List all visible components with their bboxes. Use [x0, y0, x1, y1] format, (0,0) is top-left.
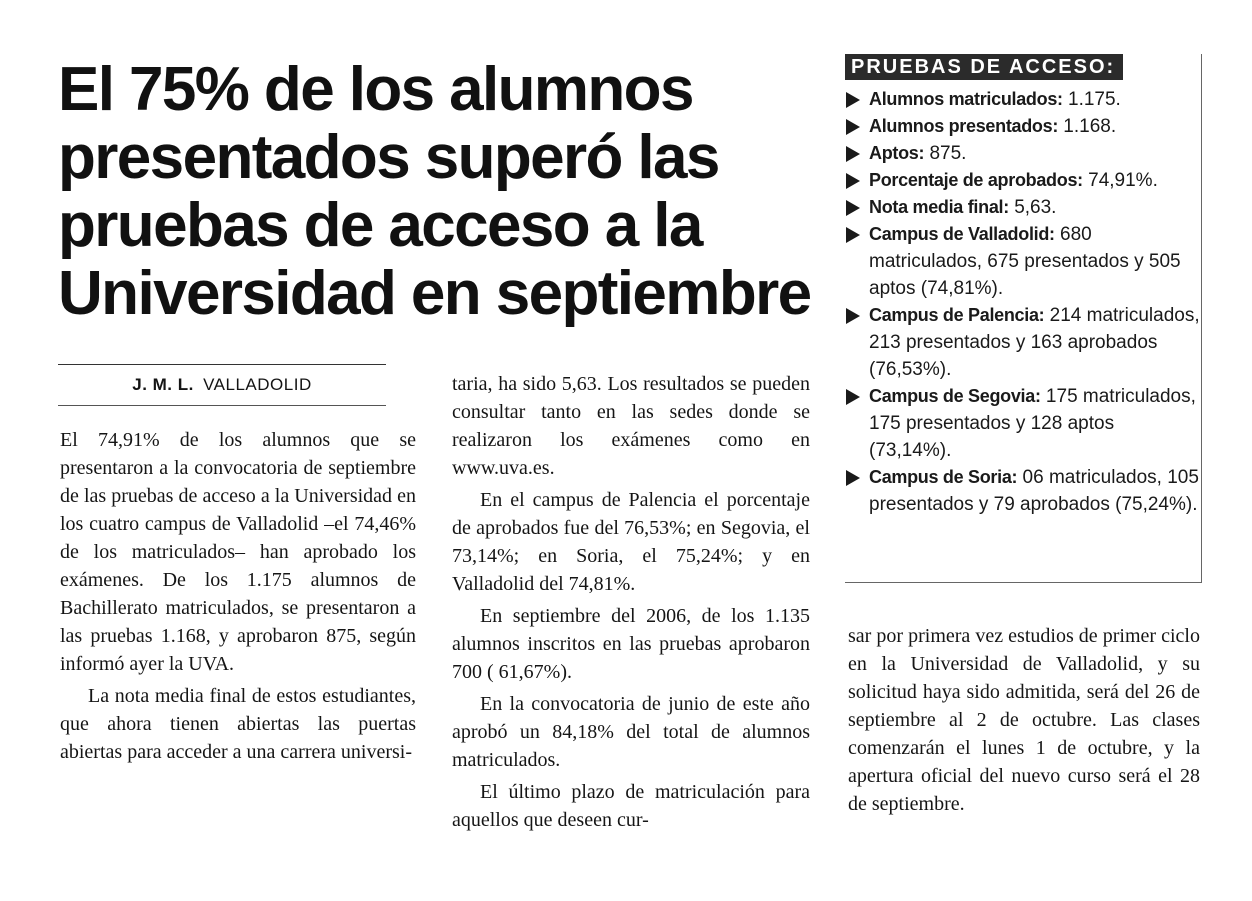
- article-paragraph: El último plazo de matriculación para aquellos que deseen cur-: [452, 781, 810, 831]
- facts-item-value: 214 matriculados, 213 presentados y 163 aprobados (76,53%).: [869, 305, 1200, 380]
- facts-item-value: 5,63.: [1008, 197, 1057, 218]
- article-paragraph: En el campus de Palencia el porcentaje de aprobados fue del 76,53%; en Segovia, el 73,14%; en Soria, el 75,24%; y en Valladolid del 74,81%.: [452, 489, 810, 595]
- arrow-bullet-icon: [846, 389, 860, 405]
- article-paragraph: En septiembre del 2006, de los 1.135 alumnos inscritos en las pruebas aprobaron 700 ( 61,67%).: [452, 605, 810, 683]
- facts-item-value: 1.168.: [1058, 116, 1117, 137]
- facts-item: [845, 113, 1201, 140]
- facts-item: [845, 194, 1201, 221]
- headline: [58, 55, 811, 328]
- arrow-bullet-icon: [846, 146, 860, 162]
- facts-item: [845, 383, 1201, 464]
- arrow-bullet-icon: [846, 227, 860, 243]
- byline: [58, 364, 386, 406]
- article-paragraph: taria, ha sido 5,63. Los resultados se pueden consultar tanto en las sedes donde se realizaron los exámenes como en www.uva.es.: [452, 373, 810, 479]
- facts-item-value: 680 matriculados, 675 presentados y 505 aptos (74,81%).: [869, 224, 1181, 299]
- facts-item-label: Campus de Valladolid:: [869, 224, 1055, 244]
- arrow-bullet-icon: [846, 92, 860, 108]
- facts-item-label: Aptos:: [869, 143, 925, 163]
- article-column-3: [848, 622, 1200, 818]
- facts-item: [845, 221, 1201, 302]
- facts-item-value: 06 matriculados, 105 presentados y 79 aprobados (75,24%).: [869, 467, 1199, 515]
- article-paragraph: La nota media final de estos estudiantes, que ahora tienen abiertas las puertas abiertas para acceder a una carrera universi-: [60, 685, 416, 763]
- facts-box-title: PRUEBAS DE ACCESO:: [845, 54, 1123, 80]
- byline-author: J. M. L.: [132, 375, 194, 394]
- headline-line: presentados superó las: [58, 123, 719, 192]
- facts-item-value: 875.: [924, 143, 967, 164]
- article-paragraph: El 74,91% de los alumnos que se presentaron a la convocatoria de septiembre de las pruebas de acceso a la Universidad en los cuatro campus de Valladolid –el 74,46% de los matriculados– han aprobado los exámenes. De los 1.175 alumnos de Bachillerato matriculados, se presentaron a las pruebas 1.168, y aprobaron 875, según informó ayer la UVA.: [60, 429, 416, 675]
- article-column-2: [452, 370, 810, 834]
- facts-item: [845, 302, 1201, 383]
- facts-item-label: Nota media final:: [869, 197, 1009, 217]
- facts-item: [845, 140, 1201, 167]
- facts-item: [845, 464, 1201, 518]
- byline-location: VALLADOLID: [203, 375, 312, 394]
- facts-item-value: 1.175.: [1062, 89, 1121, 110]
- headline-line: pruebas de acceso a la: [58, 191, 702, 260]
- facts-item-label: Campus de Palencia:: [869, 305, 1045, 325]
- arrow-bullet-icon: [846, 173, 860, 189]
- facts-item-label: Alumnos presentados:: [869, 116, 1059, 136]
- article-paragraph: sar por primera vez estudios de primer ciclo en la Universidad de Valladolid, y su solicitud haya sido admitida, será del 26 de septiembre al 2 de octubre. Las clases comenzarán el lunes 1 de octubre, y la apertura oficial del nuevo curso será el 28 de septiembre.: [848, 625, 1200, 815]
- facts-item-value: 74,91%.: [1082, 170, 1158, 191]
- facts-item-label: Porcentaje de aprobados:: [869, 170, 1083, 190]
- arrow-bullet-icon: [846, 119, 860, 135]
- arrow-bullet-icon: [846, 200, 860, 216]
- article-paragraph: En la convocatoria de junio de este año aprobó un 84,18% del total de alumnos matriculados.: [452, 693, 810, 771]
- facts-box: [845, 54, 1202, 583]
- headline-line: El 75% de los alumnos: [58, 55, 693, 124]
- facts-item: [845, 86, 1201, 113]
- facts-item-label: Campus de Soria:: [869, 467, 1018, 487]
- arrow-bullet-icon: [846, 470, 860, 486]
- facts-item: [845, 167, 1201, 194]
- facts-item-value: 175 matriculados, 175 presentados y 128 aptos (73,14%).: [869, 386, 1196, 461]
- facts-item-label: Campus de Segovia:: [869, 386, 1041, 406]
- arrow-bullet-icon: [846, 308, 860, 324]
- facts-item-label: Alumnos matriculados:: [869, 89, 1063, 109]
- headline-line: Universidad en septiembre: [58, 259, 811, 328]
- facts-list: [845, 86, 1201, 518]
- article-column-1: [60, 426, 416, 766]
